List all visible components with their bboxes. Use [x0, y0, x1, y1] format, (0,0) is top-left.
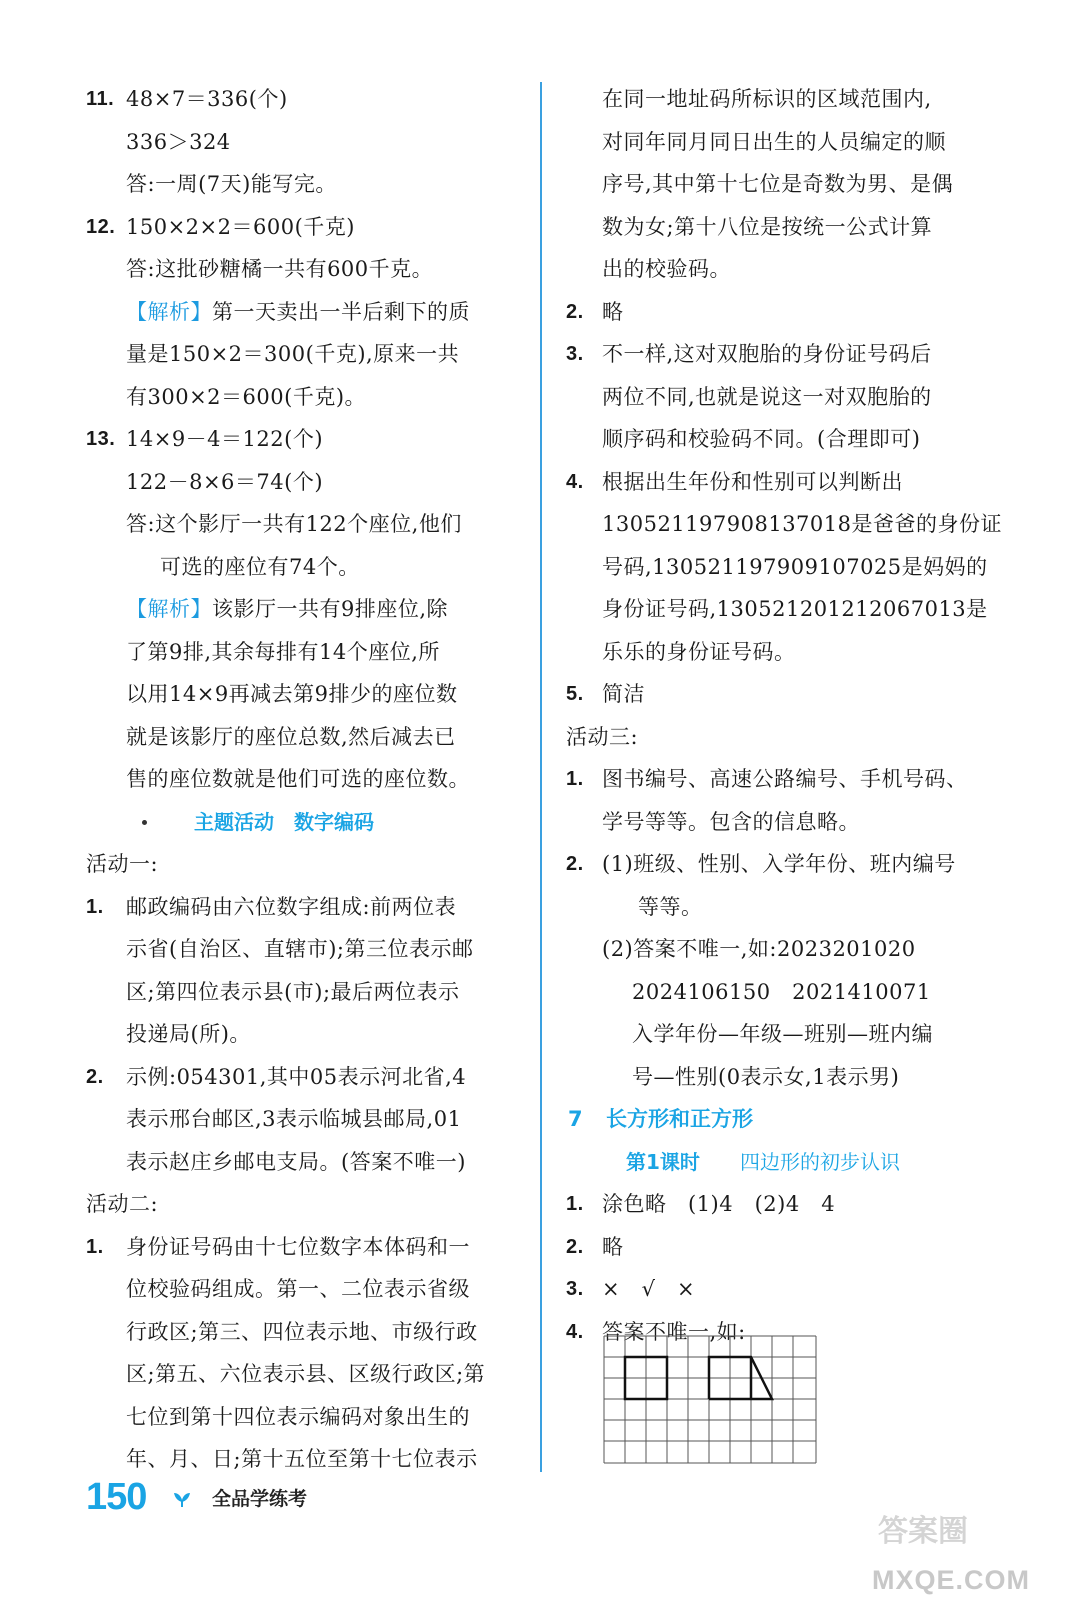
- watermark: 答案圈 MXQE.COM: [872, 1506, 1062, 1596]
- book-title: 全品学练考: [212, 1488, 308, 1510]
- question-line: 13. 14×9－4＝122(个): [86, 418, 516, 461]
- question-number: 13.: [86, 428, 116, 450]
- question-line: 11. 48×7＝336(个): [86, 78, 516, 121]
- question-number: 1.: [86, 1235, 104, 1258]
- question-number: 5.: [566, 683, 584, 705]
- question-number: 2.: [566, 1235, 584, 1258]
- lesson-title: 第1课时 四边形的初步认识: [626, 1149, 900, 1174]
- bullet-icon: [142, 820, 147, 825]
- question-number: 11.: [86, 88, 115, 110]
- question-number: 3.: [566, 1278, 584, 1300]
- question-number: 3.: [566, 343, 584, 365]
- question-line: 12. 150×2×2＝600(千克): [86, 206, 516, 249]
- right-column: 在同一地址码所标识的区域范围内, 对同年同月同日出生的人员编定的顺 序号,其中第十七位是奇数为男、是偶 数为女;第十八位是按统一公式计算 出的校验码。 2. 略 3. 不一样,这对双胞胎的身份证号码后 两位不同,也就是说这一对双胞胎的 顺序码和校验码不同。(合理即可) 4. 根据出生年份和性别可以判断出 130521197908137018是爸爸的身份证 号码,130521197909107025是妈妈的 身份证号码,130521201212067013是 乐乐的身份证号码。 5. 简洁 活动三: 1. 图书编号、高速公路编号、手机号码、 学号等等。包含的信息略。 2. (1)班级、性别、入学年份、班内编号 等等。 (2)答案不唯一,如:2023201020 2024106150 2021410071 入学年份—年级—班别—班内编 号—性别(0表示女,1表示男) 7 长方形和正方形 第1课时 四边形的初步认识 1. 涂色略 (1)4 (2)4 4 2. 略 3. × √ × 4. 答案不唯一,如:: [566, 78, 996, 1353]
- question-number: 12.: [86, 215, 116, 238]
- analysis-tag: 【解析】: [126, 597, 212, 621]
- activity-heading: 活动三:: [566, 724, 639, 749]
- question-number: 4.: [566, 1320, 584, 1343]
- left-column: 11. 48×7＝336(个) 336＞324 答:一周(7天)能写完。 12. 150×2×2＝600(千克) 答:这批砂糖橘一共有600千克。 【解析】第一天卖出一半后剩下的质 量是150×2＝300(千克),原来一共 有300×2＝600(千克)。 13. 14×9－4＝122(个) 122－8×6＝74(个) 答:这个影厅一共有122个座位,他们 可选的座位有74个。 【解析】该影厅一共有9排座位,除 了第9排,其余每排有14个座位,所 以用14×9再减去第9排少的座位数 就是该影厅的座位总数,然后减去已 售的座位数就是他们可选的座位数。 主题活动 数字编码 活动一: 1. 邮政编码由六位数字组成:前两位表 示省(自治区、直辖市);第三位表示邮 区;第四位表示县(市);最后两位表示 投递局(所)。 2. 示例:054301,其中05表示河北省,4 表示邢台邮区,3表示临城县邮局,01 表示赵庄乡邮电支局。(答案不唯一) 活动二: 1. 身份证号码由十七位数字本体码和一 位校验码组成。第一、二位表示省级 行政区;第三、四位表示地、市级行政 区;第五、六位表示县、区级行政区;第 七位到第十四位表示编码对象出生的 年、月、日;第十五位至第十七位表示: [86, 78, 516, 1481]
- question-number: 1.: [86, 895, 104, 918]
- question-number: 2.: [566, 300, 584, 323]
- question-number: 1.: [566, 1193, 584, 1215]
- column-divider: [540, 82, 542, 1472]
- activity-heading: 活动一:: [86, 852, 159, 876]
- question-number: 1.: [566, 768, 584, 790]
- analysis-tag: 【解析】: [126, 299, 212, 324]
- question-number: 2.: [566, 853, 584, 875]
- page-number: 150: [86, 1476, 147, 1518]
- question-number: 2.: [86, 1065, 104, 1088]
- quadrilateral-grid-figure: [603, 1335, 817, 1465]
- leaf-icon: [172, 1490, 192, 1508]
- activity-heading: 活动二:: [86, 1192, 159, 1216]
- section-title: 主题活动 数字编码: [86, 801, 516, 844]
- watermark-logo: 答案圈: [878, 1514, 968, 1549]
- chapter-title: 7 长方形和正方形: [568, 1107, 753, 1131]
- question-number: 4.: [566, 470, 584, 493]
